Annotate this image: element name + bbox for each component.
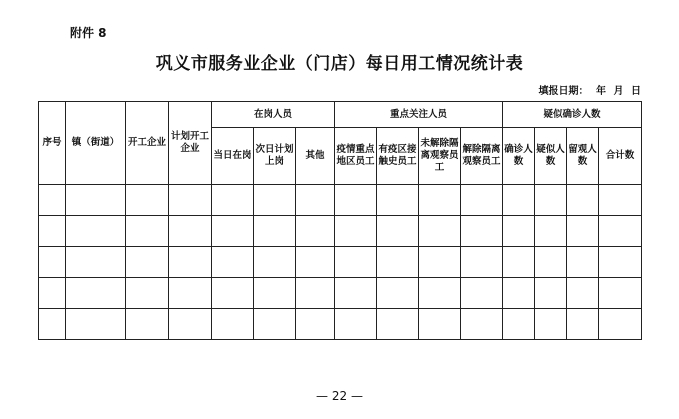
table-cell[interactable] [599,185,642,216]
table-cell[interactable] [212,309,254,340]
header-planned-enterprises: 计划开工企业 [169,102,212,185]
table-cell[interactable] [66,185,126,216]
header-key-released: 解除隔离观察员工 [461,128,503,185]
table-cell[interactable] [535,247,567,278]
table-cell[interactable] [66,309,126,340]
table-cell[interactable] [461,309,503,340]
table-row [39,247,642,278]
table-cell[interactable] [567,278,599,309]
table-cell[interactable] [335,278,377,309]
table-cell[interactable] [126,247,169,278]
header-on-duty-next-day: 次日计划上岗 [254,128,296,185]
table-cell[interactable] [169,185,212,216]
table-cell[interactable] [419,247,461,278]
table-cell[interactable] [377,309,419,340]
table-cell[interactable] [66,247,126,278]
table-cell[interactable] [335,247,377,278]
table-cell[interactable] [535,309,567,340]
table-cell[interactable] [66,216,126,247]
header-key-not-released: 未解除隔离观察员工 [419,128,461,185]
table-cell[interactable] [599,309,642,340]
table-cell[interactable] [503,185,535,216]
table-cell[interactable] [39,247,66,278]
table-cell[interactable] [567,309,599,340]
table-cell[interactable] [39,278,66,309]
table-cell[interactable] [212,278,254,309]
table-cell[interactable] [254,309,296,340]
table-cell[interactable] [419,185,461,216]
statistics-table [38,101,642,340]
table-cell[interactable] [254,185,296,216]
table-cell[interactable] [567,216,599,247]
header-key-epidemic-area: 疫情重点地区员工 [335,128,377,185]
table-cell[interactable] [535,216,567,247]
table-row [39,278,642,309]
table-cell[interactable] [296,278,335,309]
table-cell[interactable] [335,309,377,340]
table-row [39,309,642,340]
table-cell[interactable] [377,216,419,247]
header-sus-total: 合计数 [599,128,642,185]
table-cell[interactable] [599,247,642,278]
table-cell[interactable] [419,309,461,340]
page-title: 巩义市服务业企业（门店）每日用工情况统计表 [155,54,524,74]
table-cell[interactable] [567,247,599,278]
table-cell[interactable] [461,247,503,278]
table-cell[interactable] [126,185,169,216]
table-cell[interactable] [503,278,535,309]
table-cell[interactable] [535,278,567,309]
header-sus-observation: 留观人数 [567,128,599,185]
header-group-suspected: 疑似确诊人数 [503,102,642,128]
fill-date-label: 填报日期： 年 月 日 [538,86,641,97]
table-cell[interactable] [39,185,66,216]
table-cell[interactable] [169,216,212,247]
table-cell[interactable] [126,216,169,247]
table-cell[interactable] [335,216,377,247]
table-cell[interactable] [254,278,296,309]
table-cell[interactable] [169,278,212,309]
table-body [39,185,642,340]
table-cell[interactable] [599,216,642,247]
attachment-label: 附件 8 [70,26,107,40]
table-row [39,216,642,247]
table-cell[interactable] [503,309,535,340]
header-sus-confirmed: 确诊人数 [503,128,535,185]
table-cell[interactable] [535,185,567,216]
table-cell[interactable] [296,309,335,340]
table-cell[interactable] [461,278,503,309]
table-cell[interactable] [296,185,335,216]
header-group-key-attention: 重点关注人员 [335,102,503,128]
header-opened-enterprises: 开工企业 [126,102,169,185]
table-cell[interactable] [461,216,503,247]
table-cell[interactable] [254,216,296,247]
table-cell[interactable] [212,247,254,278]
table-cell[interactable] [377,278,419,309]
table-cell[interactable] [503,216,535,247]
table-cell[interactable] [39,309,66,340]
table-cell[interactable] [377,247,419,278]
header-town: 镇（街道） [66,102,126,185]
header-sus-suspected: 疑似人数 [535,128,567,185]
table-cell[interactable] [296,216,335,247]
table-cell[interactable] [169,309,212,340]
table-cell[interactable] [461,185,503,216]
table-cell[interactable] [503,247,535,278]
header-on-duty-other: 其他 [296,128,335,185]
table-cell[interactable] [599,278,642,309]
header-key-contact-history: 有疫区接触史员工 [377,128,419,185]
table-row [39,185,642,216]
table-cell[interactable] [66,278,126,309]
table-cell[interactable] [212,216,254,247]
table-cell[interactable] [212,185,254,216]
header-on-duty-today: 当日在岗 [212,128,254,185]
table-cell[interactable] [377,185,419,216]
header-group-on-duty: 在岗人员 [212,102,335,128]
table-cell[interactable] [296,247,335,278]
table-cell[interactable] [169,247,212,278]
table-cell[interactable] [567,185,599,216]
table-cell[interactable] [335,185,377,216]
table-cell[interactable] [419,278,461,309]
table-cell[interactable] [126,309,169,340]
table-cell[interactable] [39,216,66,247]
table-cell[interactable] [254,247,296,278]
page-number: — 22 — [316,389,363,403]
table-cell[interactable] [126,278,169,309]
header-serial: 序号 [39,102,66,185]
table-cell[interactable] [419,216,461,247]
